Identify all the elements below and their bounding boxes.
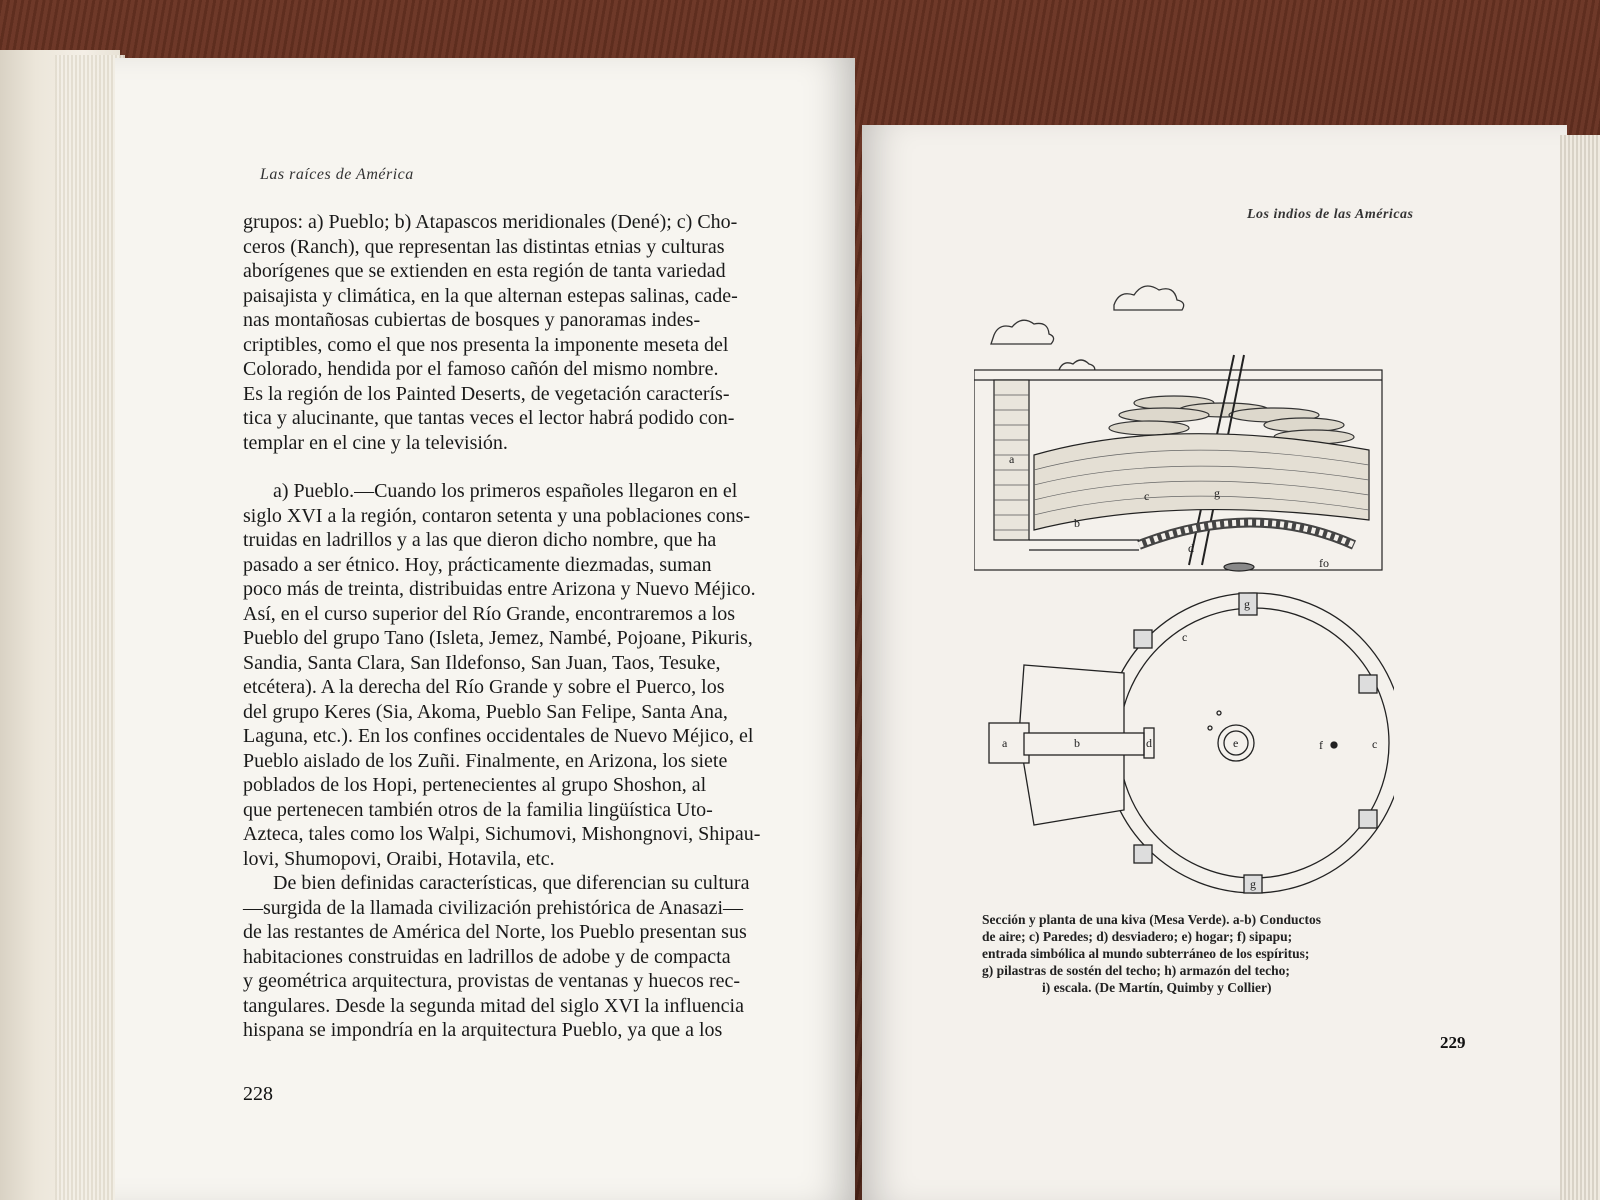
plan-label-c: c — [1182, 630, 1188, 644]
text-line: tangulares. Desde la segunda mitad del siglo XVI la influencia — [243, 994, 744, 1017]
running-head-left: Las raíces de América — [260, 166, 414, 183]
caption-line: entrada simbólica al mundo subterráneo de los espíritus; — [982, 946, 1310, 961]
text-line: Pueblo aislado de los Zuñi. Finalmente, en Arizona, los siete — [243, 749, 728, 772]
plan-label-a: a — [1002, 736, 1008, 750]
figure-label-a: a — [1009, 452, 1015, 466]
plan-label-f: f — [1319, 738, 1323, 752]
page-edges-right — [1560, 135, 1600, 1200]
text-line: a) Pueblo.—Cuando los primeros españoles llegaron en el — [273, 480, 738, 502]
plan-label-d: d — [1146, 736, 1152, 750]
text-line: nas montañosas cubiertas de bosques y panoramas indes- — [243, 309, 701, 331]
caption-line: Sección y planta de una kiva (Mesa Verde). a-b) Conductos — [982, 912, 1322, 927]
text-line: Pueblo del grupo Tano (Isleta, Jemez, Nambé, Pojoane, Pikuris, — [243, 627, 753, 649]
figure-label-b: b — [1074, 516, 1080, 530]
figure-label-g: g — [1214, 486, 1220, 500]
running-head-right: Los indios de las Américas — [1247, 207, 1414, 222]
text-line: ceros (Ranch), que representan las distintas etnias y culturas — [243, 235, 725, 258]
text-line: De bien definidas características, que diferencian su cultura — [273, 872, 750, 894]
figure-label-d: d — [1188, 541, 1194, 555]
text-line: lovi, Shumopovi, Oraibi, Hotavila, etc. — [243, 847, 555, 870]
text-line: aborígenes que se extienden en esta región de tanta variedad — [243, 260, 726, 282]
right-page — [862, 125, 1567, 1200]
plan-label-b: b — [1074, 736, 1080, 750]
text-line: criptibles, como el que nos presenta la imponente meseta del — [243, 333, 729, 356]
left-page — [115, 58, 855, 1200]
left-body-text — [243, 210, 803, 1043]
text-line: tica y alucinante, que tantas veces el lector habrá podido con- — [243, 407, 735, 429]
figure-label-fo: fo — [1319, 556, 1329, 570]
text-line: que pertenecen también otros de la familia lingüística Uto- — [243, 798, 713, 821]
text-line: truidas en ladrillos y a las que dieron dicho nombre, que ha — [243, 529, 717, 551]
text-line: paisajista y climática, en la que alternan estepas salinas, cade- — [243, 284, 738, 307]
page-number-right: 229 — [1440, 1033, 1466, 1052]
figure-label-c: c — [1144, 489, 1150, 503]
text-line: poblados de los Hopi, pertenecientes al grupo Shoshon, al — [243, 774, 707, 796]
text-line: y geométrica arquitectura, provistas de ventanas y huecos rec- — [243, 970, 741, 992]
text-line: Azteca, tales como los Walpi, Sichumovi, Mishongnovi, Shipau- — [243, 823, 761, 845]
cloud-icon — [991, 286, 1184, 373]
plan-label-e: e — [1233, 736, 1239, 750]
text-line: grupos: a) Pueblo; b) Atapascos meridionales (Dené); c) Cho- — [243, 211, 738, 233]
text-line: Es la región de los Painted Deserts, de vegetación caracterís- — [243, 382, 730, 405]
kiva-figure — [974, 265, 1394, 905]
kiva-plan-view — [989, 593, 1394, 893]
text-line: etcétera). A la derecha del Río Grande y sobre el Puerco, los — [243, 676, 725, 698]
plan-label-g-bottom: g — [1250, 877, 1256, 891]
text-line: poco más de treinta, distribuidas entre Arizona y Nuevo Méjico. — [243, 578, 756, 600]
caption-line: i) escala. (De Martín, Quimby y Collier) — [1042, 980, 1272, 995]
caption-line: de aire; c) Paredes; d) desviadero; e) hogar; f) sipapu; — [982, 929, 1293, 944]
text-line: pasado a ser étnico. Hoy, prácticamente diezmadas, suman — [243, 553, 712, 576]
text-line: Laguna, etc.). En los confines occidentales de Nuevo Méjico, el — [243, 725, 754, 747]
text-line: siglo XVI a la región, contaron setenta y una poblaciones cons- — [243, 504, 751, 527]
text-line: —surgida de la llamada civilización prehistórica de Anasazi— — [243, 896, 744, 919]
text-line: Colorado, hendida por el famoso cañón del mismo nombre. — [243, 358, 719, 380]
text-line: templar en el cine y la televisión. — [243, 431, 508, 454]
page-number-left: 228 — [243, 1083, 273, 1105]
text-line: del grupo Keres (Sia, Akoma, Pueblo San Felipe, Santa Ana, — [243, 700, 728, 723]
text-line: hispana se impondría en la arquitectura Pueblo, ya que a los — [243, 1019, 723, 1041]
plan-label-c-right: c — [1372, 737, 1378, 751]
text-line: Así, en el curso superior del Río Grande, encontraremos a los — [243, 602, 736, 625]
kiva-illustration — [974, 265, 1394, 905]
text-line: de las restantes de América del Norte, los Pueblo presentan sus — [243, 921, 747, 943]
text-line: habitaciones construidas en ladrillos de adobe y de compacta — [243, 945, 731, 968]
plan-label-g: g — [1244, 597, 1250, 611]
kiva-section-view — [974, 355, 1382, 571]
text-line: Sandia, Santa Clara, San Ildefonso, San Juan, Taos, Tesuke, — [243, 651, 721, 674]
figure-caption — [982, 911, 1402, 996]
caption-line: g) pilastras de sostén del techo; h) armazón del techo; — [982, 963, 1290, 978]
